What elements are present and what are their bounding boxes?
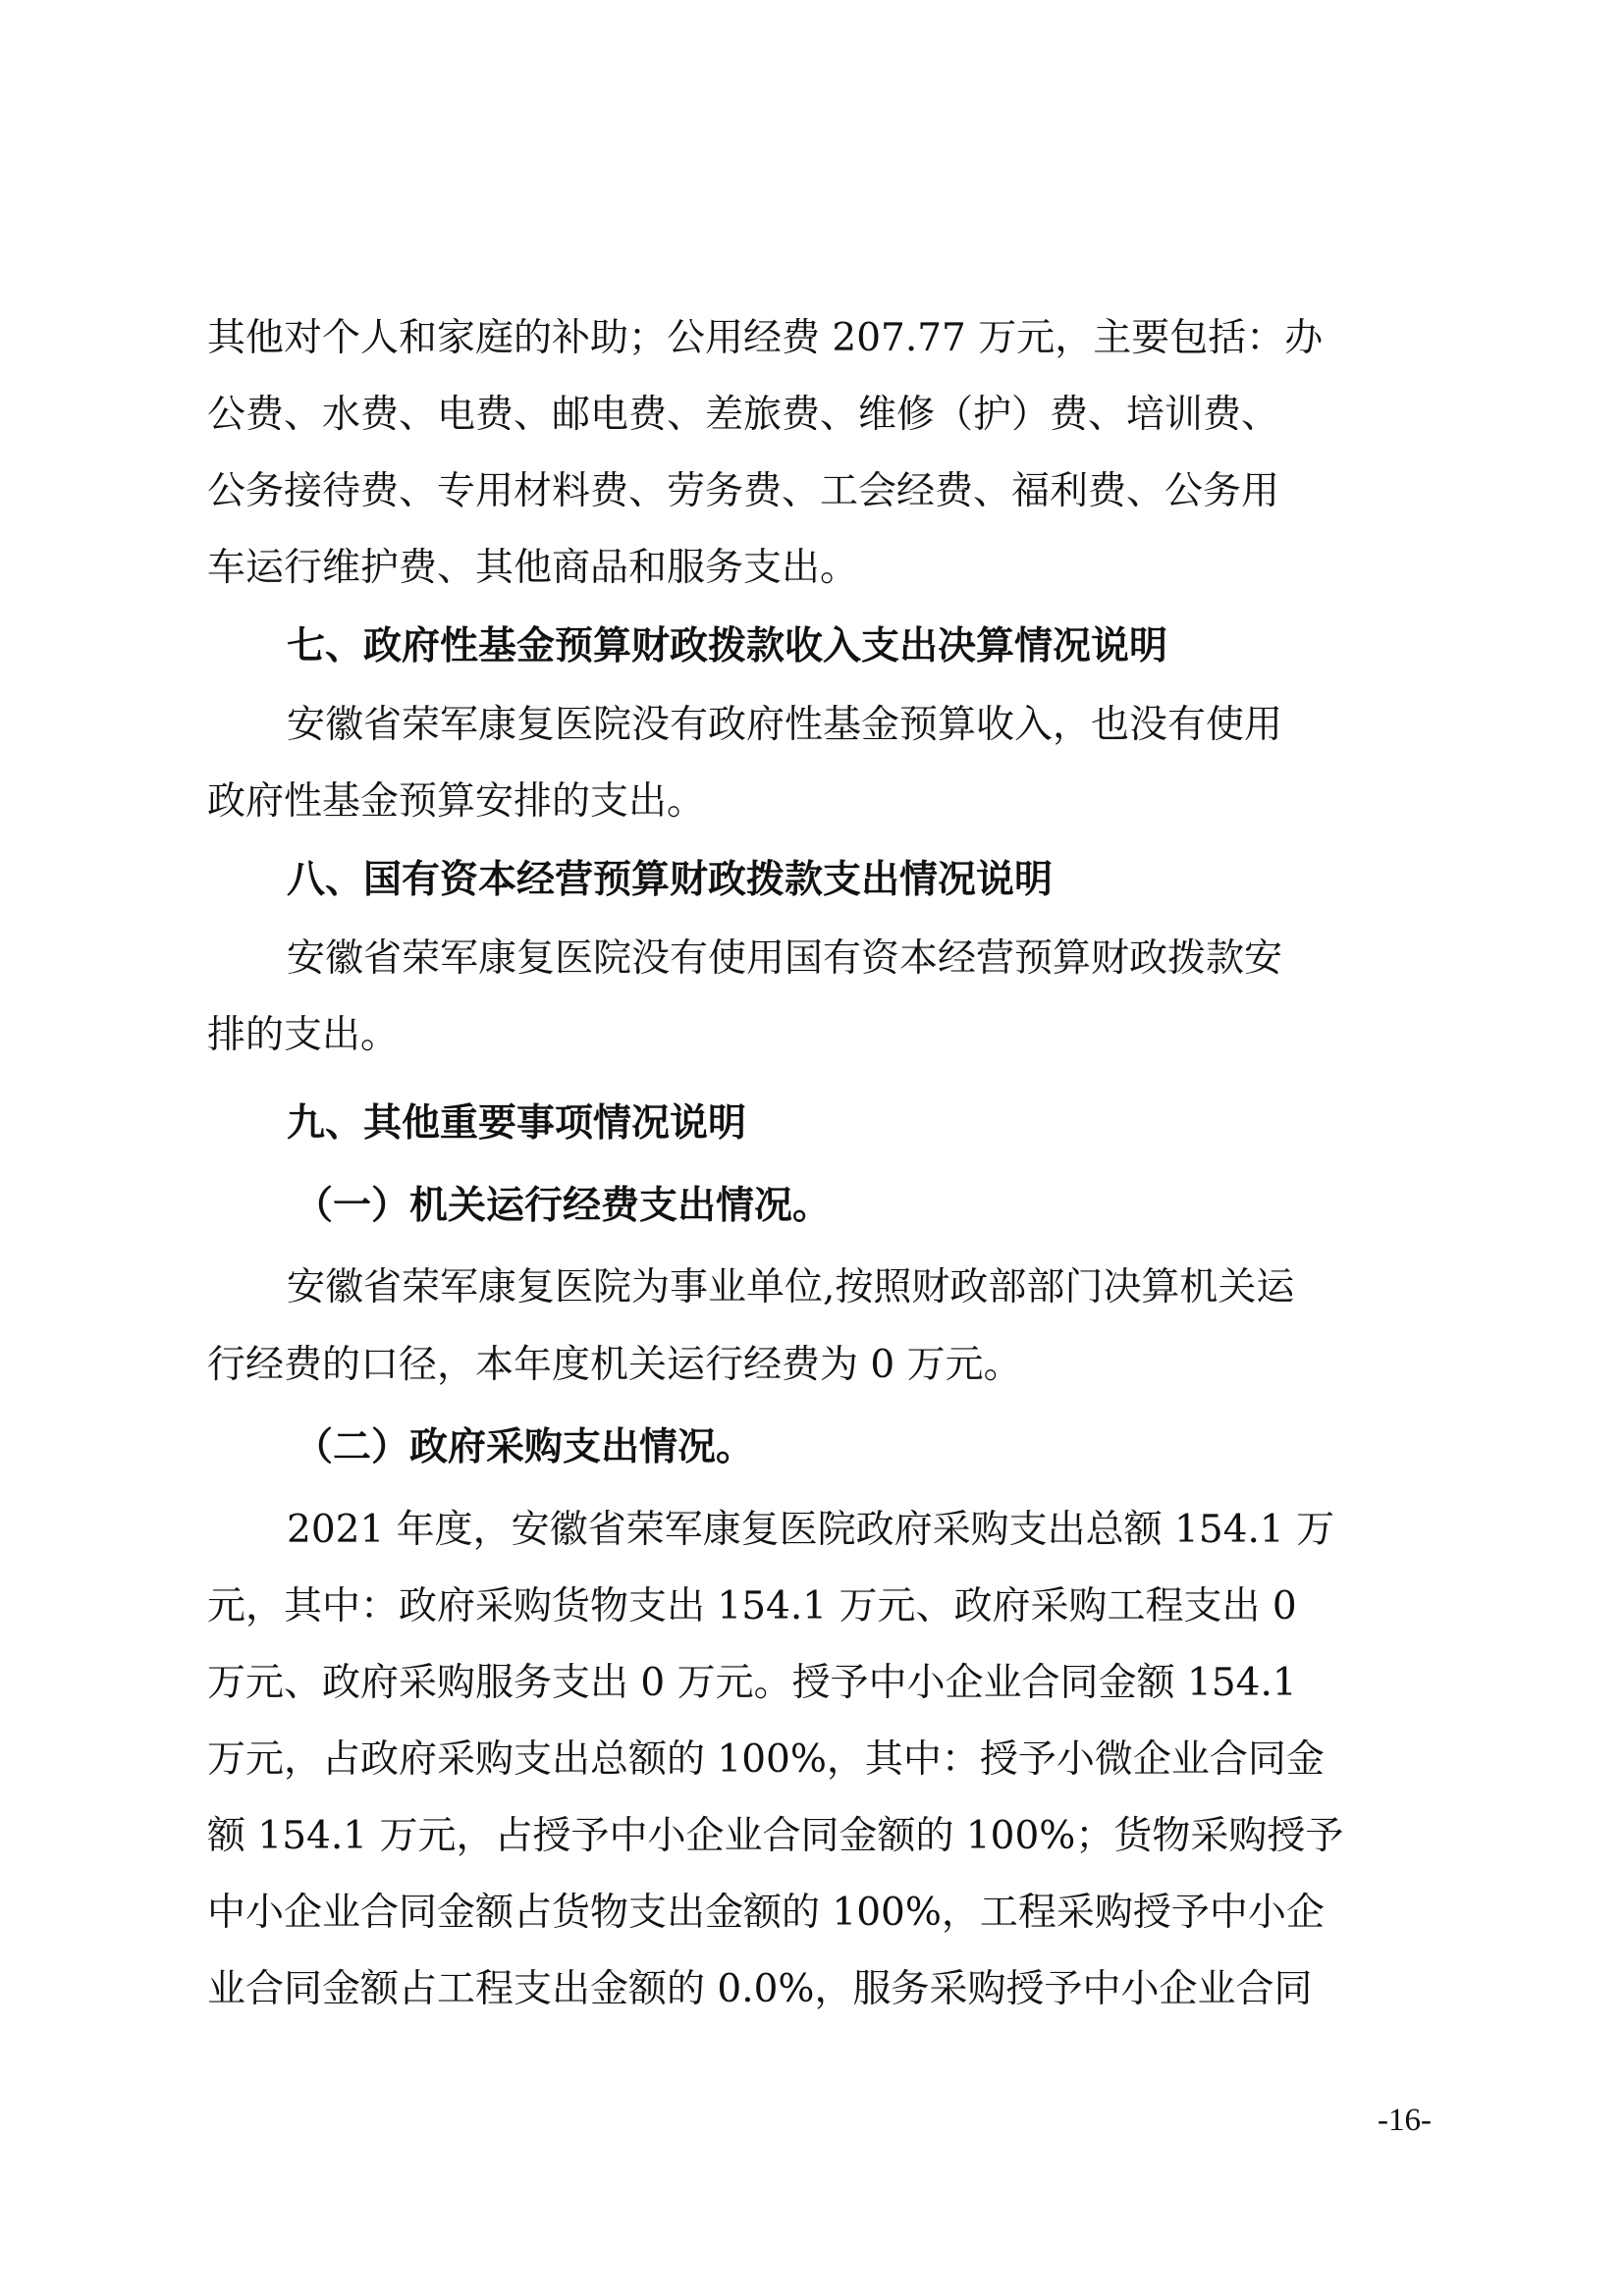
body-line: 行经费的口径，本年度机关运行经费为 0 万元。 <box>207 1343 1022 1387</box>
page-number: -16- <box>1378 2103 1432 2138</box>
body-line: 2021 年度，安徽省荣军康复医院政府采购支出总额 154.1 万 <box>287 1508 1335 1552</box>
subsection-heading: （一）机关运行经费支出情况。 <box>295 1184 832 1228</box>
body-line: 万元、政府采购服务支出 0 万元。授予中小企业合同金额 154.1 <box>207 1661 1297 1705</box>
section-heading: 九、其他重要事项情况说明 <box>287 1101 747 1146</box>
body-line: 车运行维护费、其他商品和服务支出。 <box>207 546 859 590</box>
body-line: 元，其中：政府采购货物支出 154.1 万元、政府采购工程支出 0 <box>207 1584 1297 1629</box>
body-line: 安徽省荣军康复医院为事业单位,按照财政部部门决算机关运 <box>287 1265 1295 1309</box>
body-line: 公务接待费、专用材料费、劳务费、工会经费、福利费、公务用 <box>207 469 1280 513</box>
body-line: 中小企业合同金额占货物支出金额的 100%，工程采购授予中小企 <box>207 1891 1325 1935</box>
body-line: 额 154.1 万元，占授予中小企业合同金额的 100%；货物采购授予 <box>207 1814 1344 1858</box>
section-heading: 八、国有资本经营预算财政拨款支出情况说明 <box>287 858 1054 902</box>
body-line: 安徽省荣军康复医院没有政府性基金预算收入，也没有使用 <box>287 703 1283 747</box>
body-line: 排的支出。 <box>207 1013 400 1057</box>
body-line: 万元，占政府采购支出总额的 100%，其中：授予小微企业合同金 <box>207 1737 1325 1782</box>
body-line: 其他对个人和家庭的补助；公用经费 207.77 万元，主要包括：办 <box>207 316 1324 360</box>
body-line: 政府性基金预算安排的支出。 <box>207 779 706 824</box>
subsection-heading: （二）政府采购支出情况。 <box>295 1425 755 1469</box>
body-line: 安徽省荣军康复医院没有使用国有资本经营预算财政拨款安 <box>287 936 1283 981</box>
body-line: 公费、水费、电费、邮电费、差旅费、维修（护）费、培训费、 <box>207 393 1280 437</box>
section-heading: 七、政府性基金预算财政拨款收入支出决算情况说明 <box>287 624 1168 668</box>
body-line: 业合同金额占工程支出金额的 0.0%，服务采购授予中小企业合同 <box>207 1967 1313 2011</box>
